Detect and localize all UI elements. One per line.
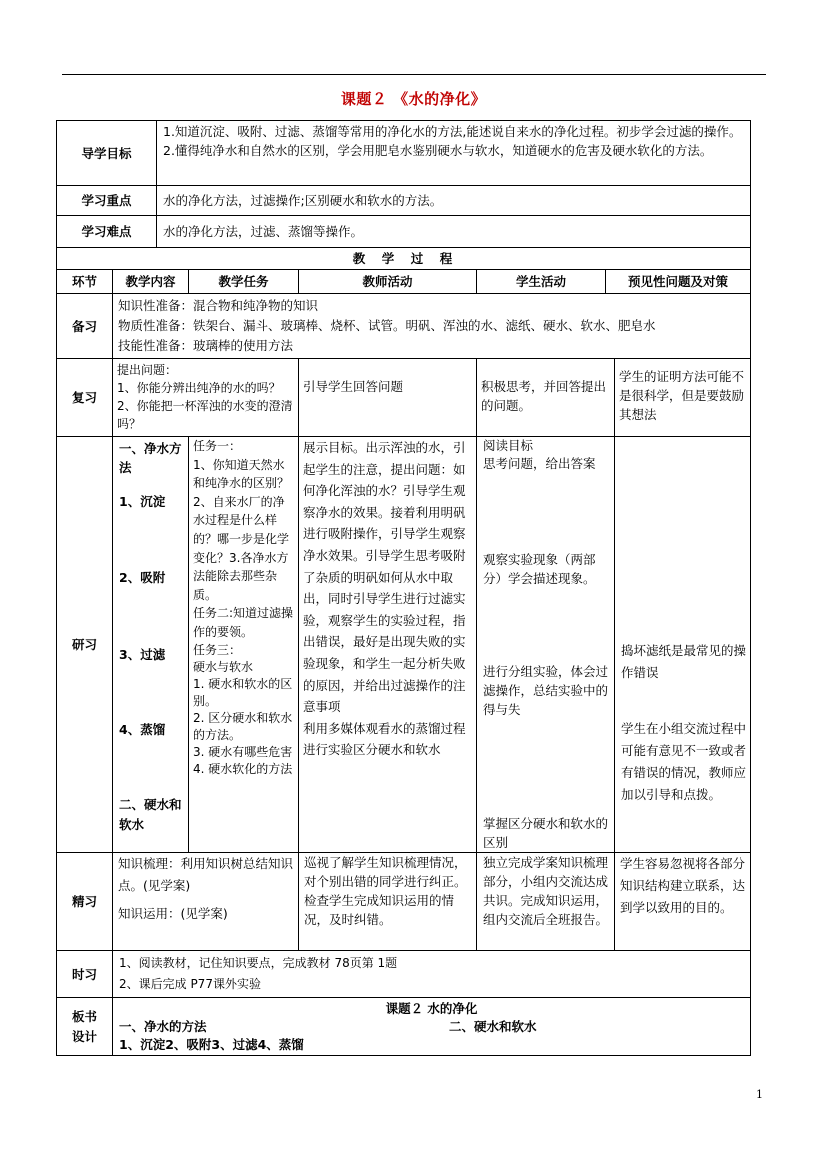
practice-label: 精习 (71, 894, 97, 909)
preparation-label: 备习 (71, 318, 97, 334)
header-rule (62, 74, 766, 75)
review-label: 复习 (71, 390, 97, 405)
study-label: 研习 (71, 637, 97, 652)
objectives-text: 1.知道沉淀、吸附、过滤、蒸馏等常用的净化水的方法,能述说自来水的净化过程。初步学会过滤的操作。2.懂得纯净水和自然水的区别，学会用肥皂水鉴别硬水与软水，知道硬水的危害及硬水软化的方法。 (163, 124, 742, 158)
header-teacher: 教师活动 (362, 274, 413, 289)
difficulties-label: 学习难点 (81, 224, 132, 239)
page-number: 1 (756, 1088, 763, 1101)
process-heading: 教 学 过 程 (352, 251, 455, 266)
board-content (113, 998, 750, 1055)
study-tasks: 任务一： 1、你知道天然水和纯净水的区别？2、自来水厂的净水过程是什么样的？哪一步是化学变化？3.各净水方法能除去那些杂质。 任务二:知道过滤操作的要领。 任务三： 硬水与软水 1. 硬水和软水的区别。 2. 区分硬水和软水的方法。 3. 硬水有哪些危害 4. 硬水软化的方法 (193, 439, 294, 776)
header-task: 教学任务 (218, 274, 269, 289)
key-points-text: 水的净化方法，过滤操作;区别硬水和软水的方法。 (163, 193, 443, 208)
objectives-label: 导学目标 (81, 145, 132, 161)
board-title: 课题２ 水的净化 (385, 1001, 478, 1016)
study-problems: 捣坏滤纸是最常见的操作错误 学生在小组交流过程中可能有意见不一致或者有错误的情况，教师应加以引导和点拨。 (621, 643, 747, 802)
review-content: 提出问题： 1、你能分辨出纯净的水的吗？2、你能把一杯浑浊的水变的澄清吗？ (117, 363, 293, 431)
header-stage: 环节 (71, 274, 97, 289)
practice-content: 知识梳理：利用知识树总结知识点。(见学案) 知识运用：(见学案) (118, 856, 294, 921)
review-student: 积极思考，并回答提出的问题。 (481, 379, 607, 413)
study-content: 一、净水方法 1、沉淀 2、吸附 3、过滤 4、蒸馏 二、硬水和软水 (119, 441, 182, 832)
header-problems: 预见性问题及对策 (627, 274, 728, 289)
board-left-heading: 一、净水的方法 (119, 1019, 207, 1034)
homework-label: 时习 (71, 966, 97, 982)
practice-teacher: 巡视了解学生知识梳理情况，对个别出错的同学进行纠正。 检查学生完成知识运用的情况，及时纠错。 (304, 855, 467, 927)
study-teacher: 展示目标。出示浑浊的水，引起学生的注意，提出问题：如何净化浑浊的水？引导学生观察净水的效果。接着利用明矾进行吸附操作，引导学生观察净水效果。引导学生思考吸附了杂质的明矾如何从水中取出，同时引导学生进行过滤实验，观察学生的实验过程，指出错误，最好是出现失败的实验现象，和学生一起分析失败的原因，并给出过滤操作的注意事项 利用多媒体观看水的蒸馏过程进行实验区分硬水和软水 (303, 440, 466, 758)
header-content: 教学内容 (125, 274, 176, 289)
practice-student: 独立完成学案知识梳理部分，小组内交流达成共识。完成知识运用，组内交流后全班报告。 (483, 855, 609, 927)
preparation-content: 知识性准备：混合物和纯净物的知识 物质性准备：铁架台、漏斗、玻璃棒、烧杯、试管。明矾、浑浊的水、滤纸、硬水、软水、肥皂水 技能性准备：玻璃棒的使用方法 (118, 298, 656, 353)
practice-problems: 学生容易忽视将各部分知识结构建立联系，达到学以致用的目的。 (620, 856, 746, 915)
board-label: 板书设计 (71, 1008, 97, 1044)
review-teacher: 引导学生回答问题 (303, 379, 404, 394)
study-student: 阅读目标 思考问题，给出答案 观察实验现象（两部分）学会描述现象。 进行分组实验，体会过滤操作，总结实验中的得与失 掌握区分硬水和软水的区别 (483, 438, 609, 850)
board-methods: 1、沉淀2、吸附3、过滤4、蒸馏 (119, 1037, 304, 1052)
header-student: 学生活动 (515, 274, 566, 289)
difficulties-text: 水的净化方法，过滤、蒸馏等操作。 (163, 224, 364, 239)
page-title: 课题２ 《水的净化》 (340, 90, 487, 108)
homework-content: 1、阅读教材，记住知识要点，完成教材 78页第 1题 2、课后完成 P77课外实验 (119, 956, 398, 991)
review-problems: 学生的证明方法可能不是很科学，但是要鼓励其想法 (619, 369, 745, 422)
board-right-heading: 二、硬水和软水 (449, 1019, 537, 1034)
key-points-label: 学习重点 (81, 193, 132, 208)
